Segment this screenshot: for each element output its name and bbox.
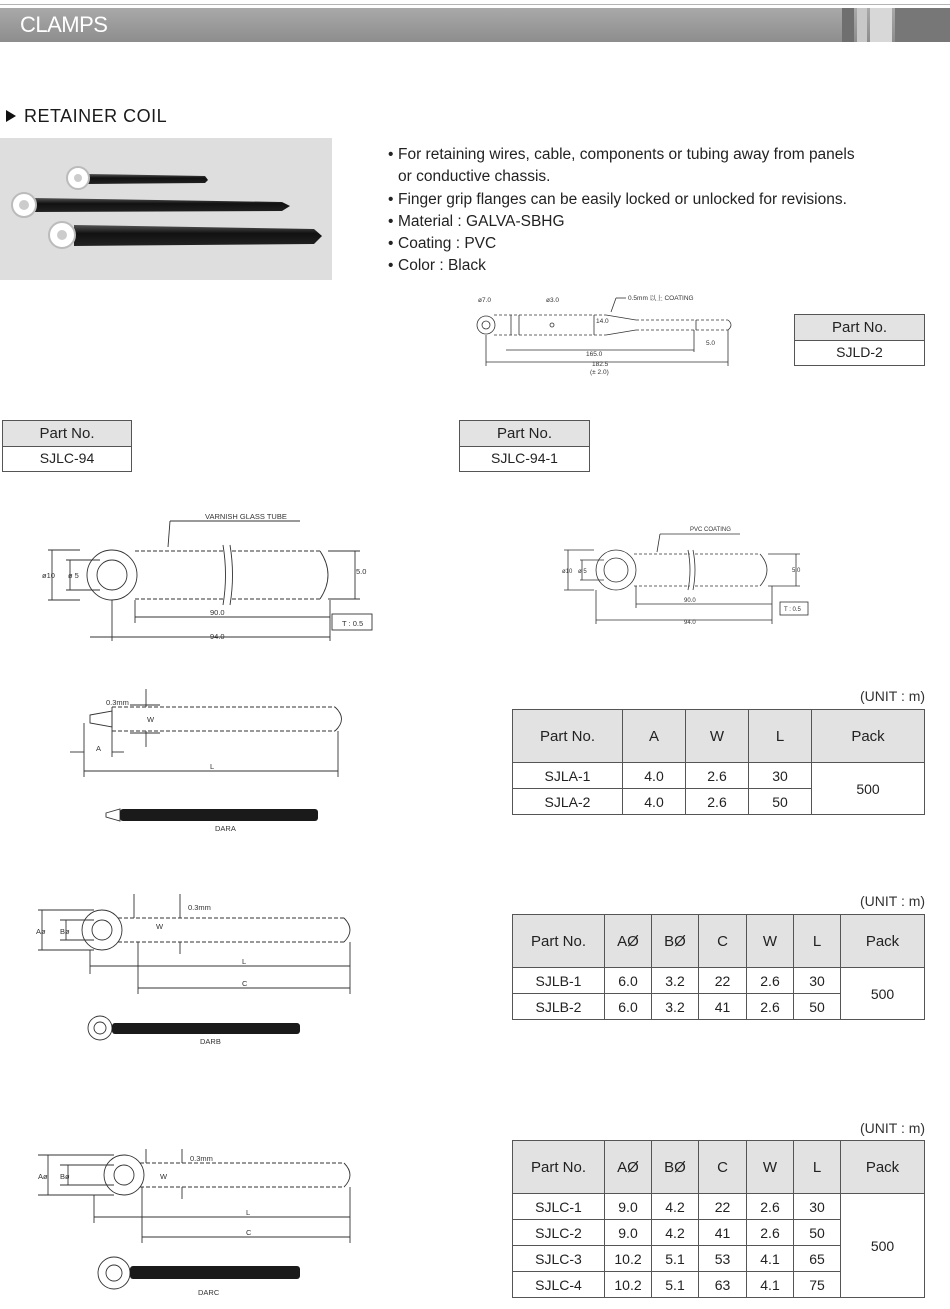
table-row bbox=[513, 763, 925, 789]
feature-item: • Finger grip flanges can be easily locked or unlocked for revisions. bbox=[388, 190, 847, 208]
dim-label: Bø bbox=[60, 1172, 70, 1181]
table-cell: 10.2 bbox=[605, 1246, 652, 1272]
part-box-value: SJLD-2 bbox=[836, 344, 883, 360]
dim-label: L bbox=[242, 957, 247, 966]
header-bar bbox=[0, 8, 950, 42]
table-cell: 2.6 bbox=[747, 1194, 794, 1220]
dara-drawing bbox=[60, 685, 350, 835]
table-cell: 2.6 bbox=[686, 789, 749, 815]
table-cell: 5.1 bbox=[652, 1272, 699, 1298]
table-cell: 30 bbox=[749, 763, 812, 789]
spec-table-sjla bbox=[512, 709, 925, 815]
table-cell: 6.0 bbox=[605, 994, 652, 1020]
dim-label: (± 2.0) bbox=[590, 369, 609, 376]
table-cell: SJLC-1 bbox=[513, 1194, 605, 1220]
column-header: Part No. bbox=[513, 1141, 605, 1194]
table-cell: 22 bbox=[699, 968, 747, 994]
table-cell: 41 bbox=[699, 1220, 747, 1246]
header-title: CLAMPS bbox=[20, 12, 108, 37]
sjld-drawing bbox=[466, 290, 746, 380]
feature-item: • Color : Black bbox=[388, 257, 486, 275]
table-cell: 9.0 bbox=[605, 1220, 652, 1246]
unit-label: (UNIT : m) bbox=[860, 1120, 926, 1136]
dim-label: 0.5mm 以上 COATING bbox=[628, 295, 694, 302]
dim-label: L bbox=[210, 762, 215, 771]
caption: DARA bbox=[215, 824, 236, 833]
column-header: Pack bbox=[841, 1141, 925, 1194]
table-cell: 2.6 bbox=[747, 1220, 794, 1246]
table-cell: 6.0 bbox=[605, 968, 652, 994]
table-cell: 4.0 bbox=[623, 789, 686, 815]
dim-label: Aø bbox=[36, 927, 46, 936]
table-cell: 53 bbox=[699, 1246, 747, 1272]
dim-label: ø10 bbox=[562, 569, 573, 575]
table-cell: 30 bbox=[794, 1194, 841, 1220]
column-header: C bbox=[699, 1141, 747, 1194]
dim-label: T : 0.5 bbox=[784, 607, 801, 613]
header-stripe bbox=[895, 8, 950, 42]
dim-label: VARNISH GLASS TUBE bbox=[205, 512, 287, 521]
table-cell: 2.6 bbox=[686, 763, 749, 789]
part-box-value: SJLC-94-1 bbox=[491, 450, 558, 466]
table-cell: 2.6 bbox=[747, 968, 794, 994]
dim-label: 182.5 bbox=[592, 361, 609, 368]
table-cell: SJLB-1 bbox=[513, 968, 605, 994]
column-header: Pack bbox=[841, 915, 925, 968]
table-cell: 50 bbox=[794, 1220, 841, 1246]
table-cell: SJLC-4 bbox=[513, 1272, 605, 1298]
table-cell: 10.2 bbox=[605, 1272, 652, 1298]
sjlc94-drawing bbox=[40, 505, 380, 645]
table-cell: 4.1 bbox=[747, 1272, 794, 1298]
dim-label: Bø bbox=[60, 927, 70, 936]
dim-label: A bbox=[96, 744, 102, 753]
dim-label: 5.0 bbox=[356, 567, 367, 576]
table-cell: 41 bbox=[699, 994, 747, 1020]
spec-table-sjlb bbox=[512, 914, 925, 1020]
dim-label: 94.0 bbox=[210, 632, 225, 641]
table-cell: SJLB-2 bbox=[513, 994, 605, 1020]
part-box-sjlc94 bbox=[2, 420, 132, 472]
column-header: C bbox=[699, 915, 747, 968]
table-cell: 2.6 bbox=[747, 994, 794, 1020]
column-header: Part No. bbox=[513, 915, 605, 968]
dim-label: ø 5 bbox=[68, 571, 79, 580]
table-cell: 65 bbox=[794, 1246, 841, 1272]
table-cell: 9.0 bbox=[605, 1194, 652, 1220]
table-row bbox=[513, 968, 925, 994]
dim-label: W bbox=[156, 922, 164, 931]
dim-label: 94.0 bbox=[684, 620, 696, 626]
unit-label: (UNIT : m) bbox=[860, 688, 926, 704]
dim-label: 0.3mm bbox=[190, 1154, 213, 1163]
dim-label: ø7.0 bbox=[478, 297, 492, 304]
part-box-value: SJLC-94 bbox=[39, 450, 95, 466]
part-box-sjld bbox=[794, 314, 925, 366]
table-cell: SJLC-3 bbox=[513, 1246, 605, 1272]
dim-label: ø10 bbox=[42, 571, 55, 580]
table-cell: 50 bbox=[794, 994, 841, 1020]
column-header: AØ bbox=[605, 1141, 652, 1194]
unit-label: (UNIT : m) bbox=[860, 893, 926, 909]
table-cell: SJLA-1 bbox=[513, 763, 623, 789]
part-box-header: Part No. bbox=[795, 315, 924, 341]
part-box-header: Part No. bbox=[3, 421, 131, 447]
dim-label: 165.0 bbox=[586, 351, 603, 358]
feature-list bbox=[388, 144, 908, 278]
darb-drawing bbox=[34, 890, 364, 1050]
part-box-header: Part No. bbox=[460, 421, 589, 447]
header-stripe bbox=[857, 8, 867, 42]
feature-item: • Coating : PVC bbox=[388, 235, 497, 253]
dim-label: W bbox=[160, 1172, 168, 1181]
table-cell: 4.2 bbox=[652, 1220, 699, 1246]
table-cell: 5.1 bbox=[652, 1246, 699, 1272]
dim-label: 14.0 bbox=[596, 318, 609, 325]
pack-cell: 500 bbox=[812, 763, 925, 815]
dim-label: C bbox=[242, 979, 248, 988]
section-title: RETAINER COIL bbox=[24, 106, 168, 126]
dim-label: 90.0 bbox=[210, 608, 225, 617]
dim-label: W bbox=[147, 715, 155, 724]
dim-label: PVC COATING bbox=[690, 527, 731, 533]
header-stripe bbox=[870, 8, 892, 42]
table-cell: 3.2 bbox=[652, 968, 699, 994]
dim-label: ø3.0 bbox=[546, 297, 560, 304]
column-header: L bbox=[794, 915, 841, 968]
table-cell: SJLA-2 bbox=[513, 789, 623, 815]
column-header: Pack bbox=[812, 710, 925, 763]
dim-label: 5.0 bbox=[706, 340, 716, 347]
table-row bbox=[513, 1194, 925, 1220]
dim-label: T : 0.5 bbox=[342, 619, 364, 628]
dim-label: 0.3mm bbox=[106, 698, 129, 707]
table-cell: 4.2 bbox=[652, 1194, 699, 1220]
column-header: L bbox=[749, 710, 812, 763]
column-header: A bbox=[623, 710, 686, 763]
column-header: L bbox=[794, 1141, 841, 1194]
spec-table-sjlc bbox=[512, 1140, 925, 1298]
pack-cell: 500 bbox=[841, 1194, 925, 1298]
darc-drawing bbox=[34, 1145, 364, 1300]
caption: DARC bbox=[198, 1288, 220, 1297]
dim-label: L bbox=[246, 1208, 251, 1217]
dim-label: 90.0 bbox=[684, 598, 696, 604]
column-header: BØ bbox=[652, 915, 699, 968]
table-cell: 4.1 bbox=[747, 1246, 794, 1272]
column-header: Part No. bbox=[513, 710, 623, 763]
column-header: BØ bbox=[652, 1141, 699, 1194]
column-header: W bbox=[686, 710, 749, 763]
column-header: AØ bbox=[605, 915, 652, 968]
column-header: W bbox=[747, 915, 794, 968]
part-box-sjlc941 bbox=[459, 420, 590, 472]
sjlc941-drawing bbox=[560, 520, 815, 630]
product-photo bbox=[0, 138, 332, 280]
column-header: W bbox=[747, 1141, 794, 1194]
dim-label: Aø bbox=[38, 1172, 48, 1181]
dim-label: ø 5 bbox=[578, 569, 587, 575]
feature-item: • Material : GALVA-SBHG bbox=[388, 212, 565, 230]
feature-item: • For retaining wires, cable, components or tubing away from panels or conductive chassis. bbox=[388, 146, 855, 186]
dim-label: 0.3mm bbox=[188, 903, 211, 912]
table-cell: 4.0 bbox=[623, 763, 686, 789]
table-cell: 50 bbox=[749, 789, 812, 815]
triangle-bullet-icon bbox=[6, 110, 16, 122]
table-cell: 75 bbox=[794, 1272, 841, 1298]
pack-cell: 500 bbox=[841, 968, 925, 1020]
table-cell: SJLC-2 bbox=[513, 1220, 605, 1246]
caption: DARB bbox=[200, 1037, 221, 1046]
header-stripe bbox=[842, 8, 854, 42]
table-cell: 30 bbox=[794, 968, 841, 994]
header-top-rule bbox=[0, 4, 950, 5]
dim-label: C bbox=[246, 1228, 252, 1237]
table-cell: 63 bbox=[699, 1272, 747, 1298]
table-cell: 22 bbox=[699, 1194, 747, 1220]
dim-label: 5.0 bbox=[792, 568, 801, 574]
table-cell: 3.2 bbox=[652, 994, 699, 1020]
